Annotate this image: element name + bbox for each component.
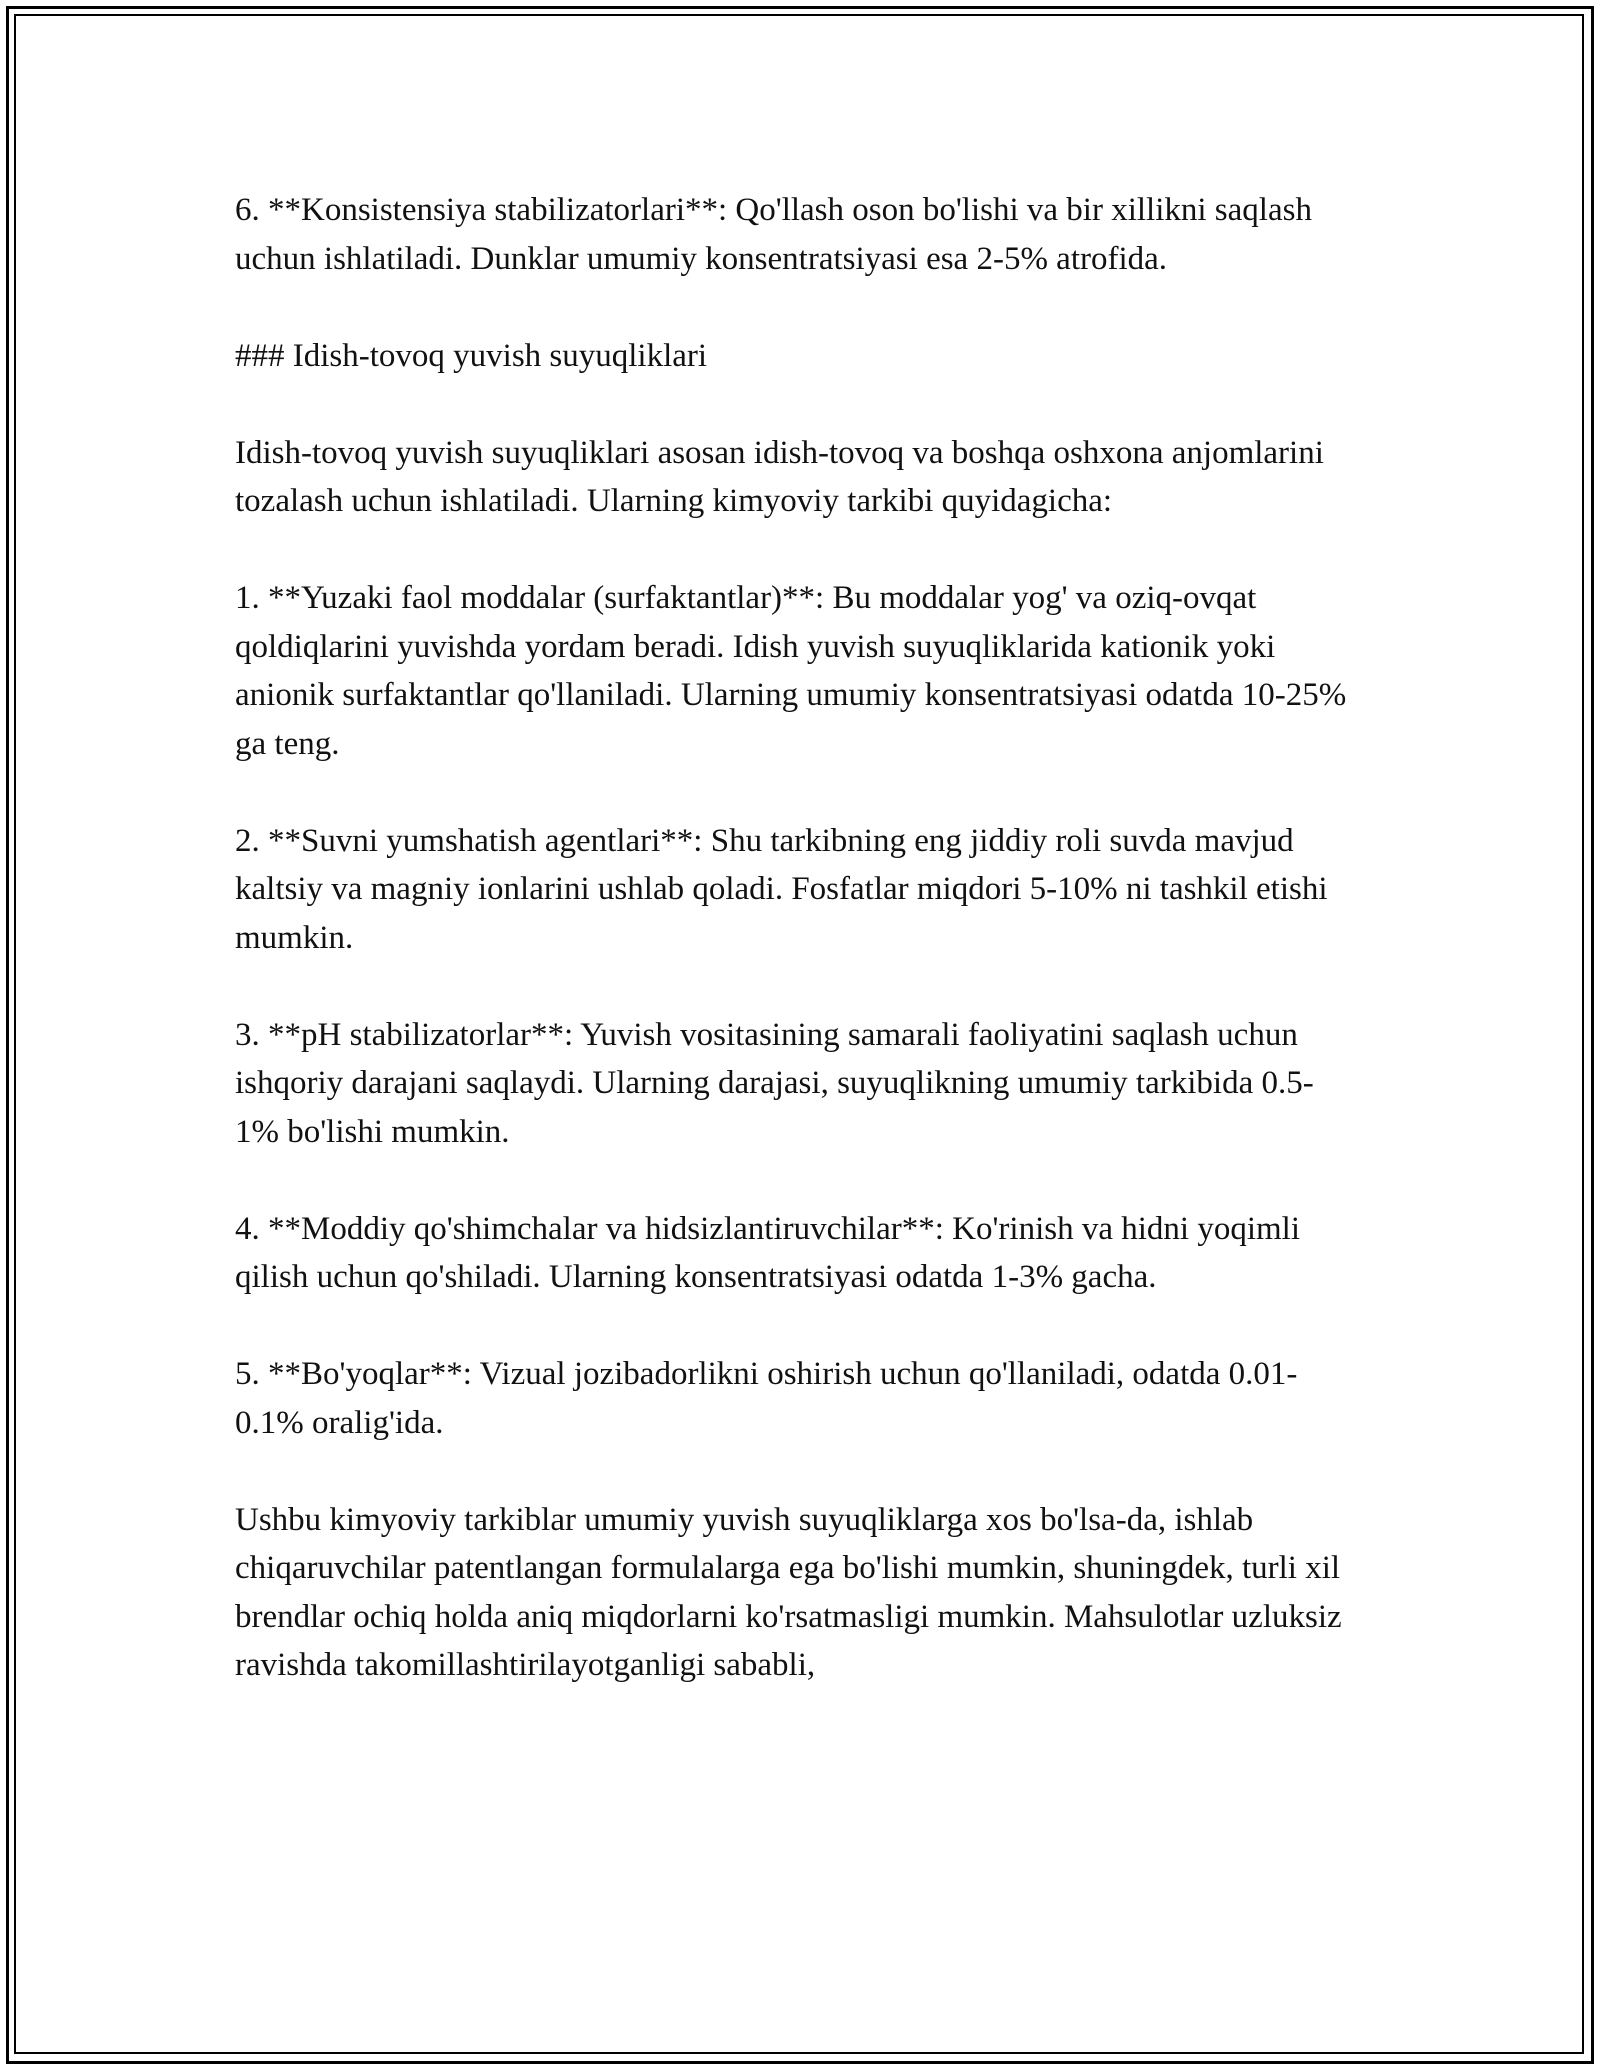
closing-paragraph: Ushbu kimyoviy tarkiblar umumiy yuvish suyuqliklarga xos bo'lsa-da, ishlab chiqaruvchilar patentlangan formulalarga ega bo'lishi mumkin, shuningdek, turli xil brendlar ochiq holda aniq miqdorlarni ko'rsatmasligi mumkin. Mahsulotlar uzluksiz ravishda takomillashtirilayotganligi sababli, [235,1501,1342,1683]
intro-paragraph: Idish-tovoq yuvish suyuqliklari asosan idish-tovoq va boshqa oshxona anjomlarini tozalash uchun ishlatiladi. Ularning kimyoviy tarkibi quyidagicha: [235,434,1324,519]
list-item-5-dyes: 5. **Bo'yoqlar**: Vizual jozibadorlikni oshirish uchun qo'llaniladi, odatda 0.01-0.1% oralig'ida. [235,1356,1298,1441]
list-item-1-surfactants: 1. **Yuzaki faol moddalar (surfaktantlar)**: Bu moddalar yog' va oziq-ovqat qoldiqlarini yuvishda yordam beradi. Idish yuvish suyuqliklarida kationik yoki anionik surfaktantlar qo'llaniladi. Ularning umumiy konsentratsiyasi odatda 10-25% ga teng. [235,580,1347,762]
document-body [235,186,1355,1738]
section-heading-dishwashing-liquids: ### Idish-tovoq yuvish suyuqliklari [235,337,708,374]
list-item-6-consistency-stabilizers: 6. **Konsistensiya stabilizatorlari**: Qo'llash oson bo'lishi va bir xillikni saqlash uchun ishlatiladi. Dunklar umumiy konsentratsiyasi esa 2-5% atrofida. [235,192,1312,277]
list-item-3-ph-stabilizers: 3. **pH stabilizatorlar**: Yuvish vositasining samarali faoliyatini saqlash uchun ishqoriy darajani saqlaydi. Ularning darajasi, suyuqlikning umumiy tarkibida 0.5-1% bo'lishi mumkin. [235,1016,1314,1150]
list-item-2-water-softeners: 2. **Suvni yumshatish agentlari**: Shu tarkibning eng jiddiy roli suvda mavjud kaltsiy va magniy ionlarini ushlab qoladi. Fosfatlar miqdori 5-10% ni tashkil etishi mumkin. [235,822,1328,956]
list-item-4-additives-deodorizers: 4. **Moddiy qo'shimchalar va hidsizlantiruvchilar**: Ko'rinish va hidni yoqimli qilish uchun qo'shiladi. Ularning konsentratsiyasi odatda 1-3% gacha. [235,1210,1300,1295]
